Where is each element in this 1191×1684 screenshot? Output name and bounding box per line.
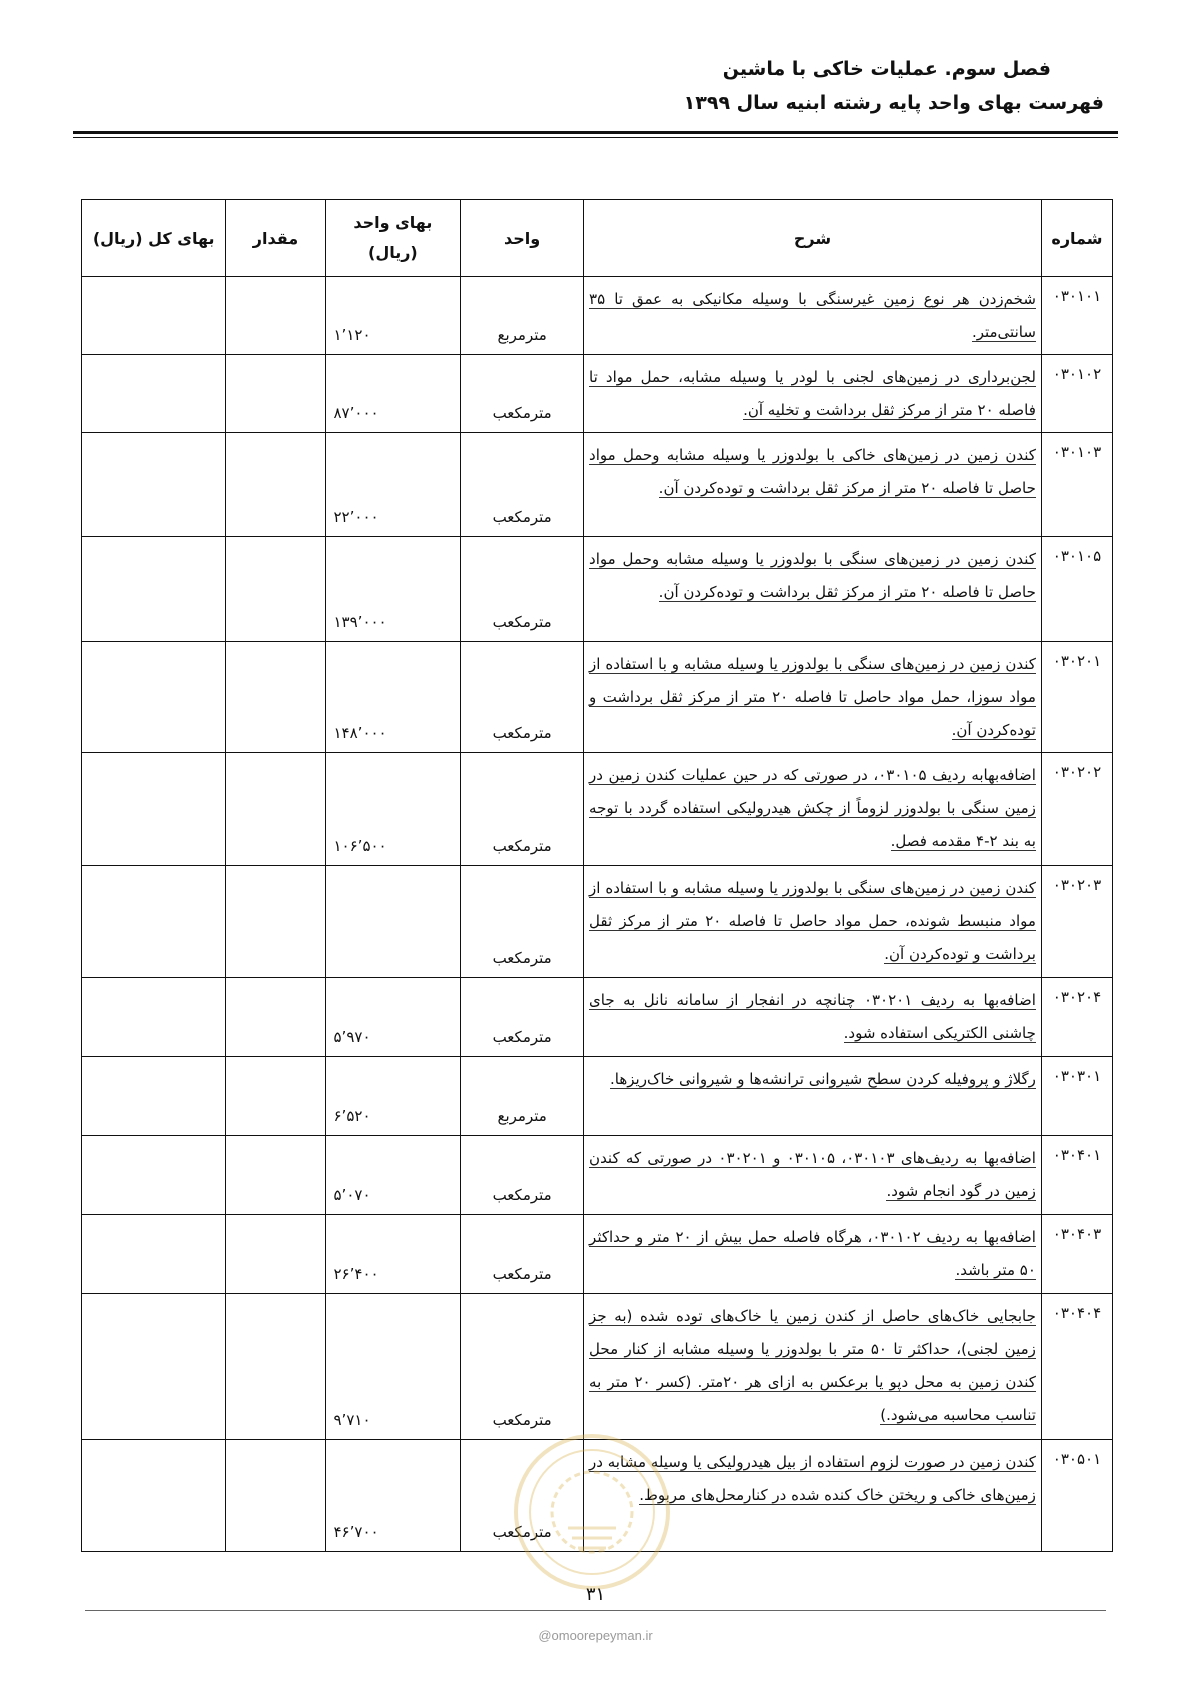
item-total [82, 1215, 226, 1294]
item-unit-price: ۱۳۹٬۰۰۰ [325, 537, 461, 642]
item-unit: مترمکعب [461, 866, 584, 978]
header-rule-thin [73, 137, 1118, 138]
item-total [82, 537, 226, 642]
col-header-total: بهای کل (ریال) [82, 200, 226, 277]
item-unit-price: ۵٬۹۷۰ [325, 978, 461, 1057]
item-unit: مترمکعب [461, 1136, 584, 1215]
item-code: ۰۳۰۱۰۱ [1041, 277, 1112, 355]
item-unit: مترمکعب [461, 978, 584, 1057]
item-code: ۰۳۰۴۰۳ [1041, 1215, 1112, 1294]
item-code: ۰۳۰۱۰۲ [1041, 355, 1112, 433]
item-quantity [226, 537, 325, 642]
item-code: ۰۳۰۴۰۴ [1041, 1294, 1112, 1440]
item-quantity [226, 1057, 325, 1136]
price-list-title: فهرست بهای واحد پایه رشته ابنیه سال ۱۳۹۹ [683, 92, 1104, 114]
table-header-row [82, 200, 1113, 277]
item-unit-price: ۱۴۸٬۰۰۰ [325, 642, 461, 753]
item-description: کندن زمین در صورت لزوم استفاده از بیل هیدرولیکی یا وسیله مشابه در زمین‌های خاکی و ریختن خاک کنده شده در کنارمحل‌های مربوط. [584, 1440, 1042, 1552]
item-total [82, 433, 226, 537]
item-unit-price: ۵٬۰۷۰ [325, 1136, 461, 1215]
item-description: رگلاژ و پروفیله کردن سطح شیروانی ترانشه‌ها و شیروانی خاک‌ریزها. [584, 1057, 1042, 1136]
item-code: ۰۳۰۲۰۱ [1041, 642, 1112, 753]
table-row [82, 642, 1113, 753]
watermark-seal [512, 1432, 672, 1592]
item-unit: مترمکعب [461, 1294, 584, 1440]
item-unit: مترمربع [461, 277, 584, 355]
item-quantity [226, 978, 325, 1057]
item-unit-price: ۱۰۶٬۵۰۰ [325, 753, 461, 866]
item-quantity [226, 1136, 325, 1215]
item-code: ۰۳۰۱۰۵ [1041, 537, 1112, 642]
table-row [82, 433, 1113, 537]
table-row [82, 1057, 1113, 1136]
table-row [82, 1136, 1113, 1215]
item-unit: مترمکعب [461, 642, 584, 753]
col-header-unit: واحد [461, 200, 584, 277]
item-quantity [226, 753, 325, 866]
item-unit-price: ۶٬۵۲۰ [325, 1057, 461, 1136]
item-total [82, 866, 226, 978]
item-code: ۰۳۰۴۰۱ [1041, 1136, 1112, 1215]
table-row [82, 355, 1113, 433]
item-unit: مترمکعب [461, 1440, 584, 1552]
item-description: اضافه‌بها به ردیف ۰۳۰۲۰۱ چنانچه در انفجار از سامانه نانل به جای چاشنی الکتریکی استفاده شود. [584, 978, 1042, 1057]
item-quantity [226, 866, 325, 978]
item-description: اضافه‌بهابه ردیف ۰۳۰۱۰۵، در صورتی که در حین عملیات کندن زمین در زمین سنگی با بولدوزر لزوماً از چکش هیدرولیکی استفاده گردد با توجه به بند ۲-۴ مقدمه فصل. [584, 753, 1042, 866]
col-header-desc: شرح [584, 200, 1042, 277]
item-total [82, 355, 226, 433]
item-code: ۰۳۰۱۰۳ [1041, 433, 1112, 537]
item-unit: مترمربع [461, 1057, 584, 1136]
item-unit-price: ۴۶٬۷۰۰ [325, 1440, 461, 1552]
item-total [82, 753, 226, 866]
table-row [82, 1294, 1113, 1440]
item-description: اضافه‌بها به ردیف ۰۳۰۱۰۲، هرگاه فاصله حمل بیش از ۲۰ متر و حداکثر ۵۰ متر باشد. [584, 1215, 1042, 1294]
item-quantity [226, 1215, 325, 1294]
site-watermark-text: @omoorepeyman.ir [538, 1628, 653, 1643]
chapter-title: فصل سوم. عملیات خاکی با ماشین [722, 58, 1051, 80]
item-total [82, 1057, 226, 1136]
item-quantity [226, 433, 325, 537]
item-unit: مترمکعب [461, 433, 584, 537]
item-description: کندن زمین در زمین‌های سنگی با بولدوزر یا وسیله مشابه وحمل مواد حاصل تا فاصله ۲۰ متر از مرکز ثقل برداشت و توده‌کردن آن. [584, 537, 1042, 642]
item-total [82, 277, 226, 355]
item-total [82, 978, 226, 1057]
item-quantity [226, 355, 325, 433]
item-description: کندن زمین در زمین‌های خاکی با بولدوزر یا وسیله مشابه وحمل مواد حاصل تا فاصله ۲۰ متر از مرکز ثقل برداشت و توده‌کردن آن. [584, 433, 1042, 537]
table-row [82, 866, 1113, 978]
item-code: ۰۳۰۲۰۴ [1041, 978, 1112, 1057]
item-unit-price: ۲۲٬۰۰۰ [325, 433, 461, 537]
item-code: ۰۳۰۵۰۱ [1041, 1440, 1112, 1552]
item-unit: مترمکعب [461, 537, 584, 642]
item-description: شخم‌زدن هر نوع زمین غیرسنگی با وسیله مکانیکی به عمق تا ۳۵ سانتی‌متر. [584, 277, 1042, 355]
item-description: جابجایی خاک‌های حاصل از کندن زمین یا خاک‌های توده شده (به جز زمین لجنی)، حداکثر تا ۵۰ متر با بولدوزر یا وسیله مشابه از کنار محل کندن زمین به محل دپو یا برعکس به ازای هر ۲۰متر. (کسر ۲۰ متر به تناسب محاسبه می‌شود.) [584, 1294, 1042, 1440]
item-total [82, 1294, 226, 1440]
item-unit: مترمکعب [461, 355, 584, 433]
col-header-quantity: مقدار [226, 200, 325, 277]
table-row [82, 753, 1113, 866]
table-row [82, 537, 1113, 642]
item-quantity [226, 642, 325, 753]
item-code: ۰۳۰۲۰۲ [1041, 753, 1112, 866]
item-quantity [226, 277, 325, 355]
page-number: ۳۱ [585, 1584, 606, 1605]
col-header-unit-price: بهای واحد (ریال) [325, 200, 461, 277]
item-quantity [226, 1440, 325, 1552]
table-row [82, 978, 1113, 1057]
item-unit-price: ۲۶٬۴۰۰ [325, 1215, 461, 1294]
item-quantity [226, 1294, 325, 1440]
item-description: کندن زمین در زمین‌های سنگی با بولدوزر یا وسیله مشابه و با استفاده از مواد سوزا، حمل مواد حاصل تا فاصله ۲۰ متر از مرکز ثقل برداشت و توده‌کردن آن. [584, 642, 1042, 753]
table-row [82, 1215, 1113, 1294]
page-header [86, 58, 1106, 114]
price-table [81, 199, 1113, 1552]
header-rule-thick [73, 131, 1118, 134]
col-header-code: شماره [1041, 200, 1112, 277]
item-description: اضافه‌بها به ردیف‌های ۰۳۰۱۰۳، ۰۳۰۱۰۵ و ۰۳۰۲۰۱ در صورتی که کندن زمین در گود انجام شود. [584, 1136, 1042, 1215]
item-unit-price [325, 866, 461, 978]
item-unit: مترمکعب [461, 1215, 584, 1294]
item-description: کندن زمین در زمین‌های سنگی با بولدوزر یا وسیله مشابه و با استفاده از مواد منبسط شونده، حمل مواد حاصل تا فاصله ۲۰ متر از مرکز ثقل برداشت و توده‌کردن آن. [584, 866, 1042, 978]
item-code: ۰۳۰۳۰۱ [1041, 1057, 1112, 1136]
item-unit-price: ۸۷٬۰۰۰ [325, 355, 461, 433]
item-total [82, 1440, 226, 1552]
item-unit-price: ۱٬۱۲۰ [325, 277, 461, 355]
table-row [82, 277, 1113, 355]
item-description: لجن‌برداری در زمین‌های لجنی با لودر یا وسیله مشابه، حمل مواد تا فاصله ۲۰ متر از مرکز ثقل برداشت و تخلیه آن. [584, 355, 1042, 433]
item-total [82, 642, 226, 753]
item-unit-price: ۹٬۷۱۰ [325, 1294, 461, 1440]
item-code: ۰۳۰۲۰۳ [1041, 866, 1112, 978]
item-unit: مترمکعب [461, 753, 584, 866]
item-total [82, 1136, 226, 1215]
footer-rule [85, 1610, 1106, 1611]
